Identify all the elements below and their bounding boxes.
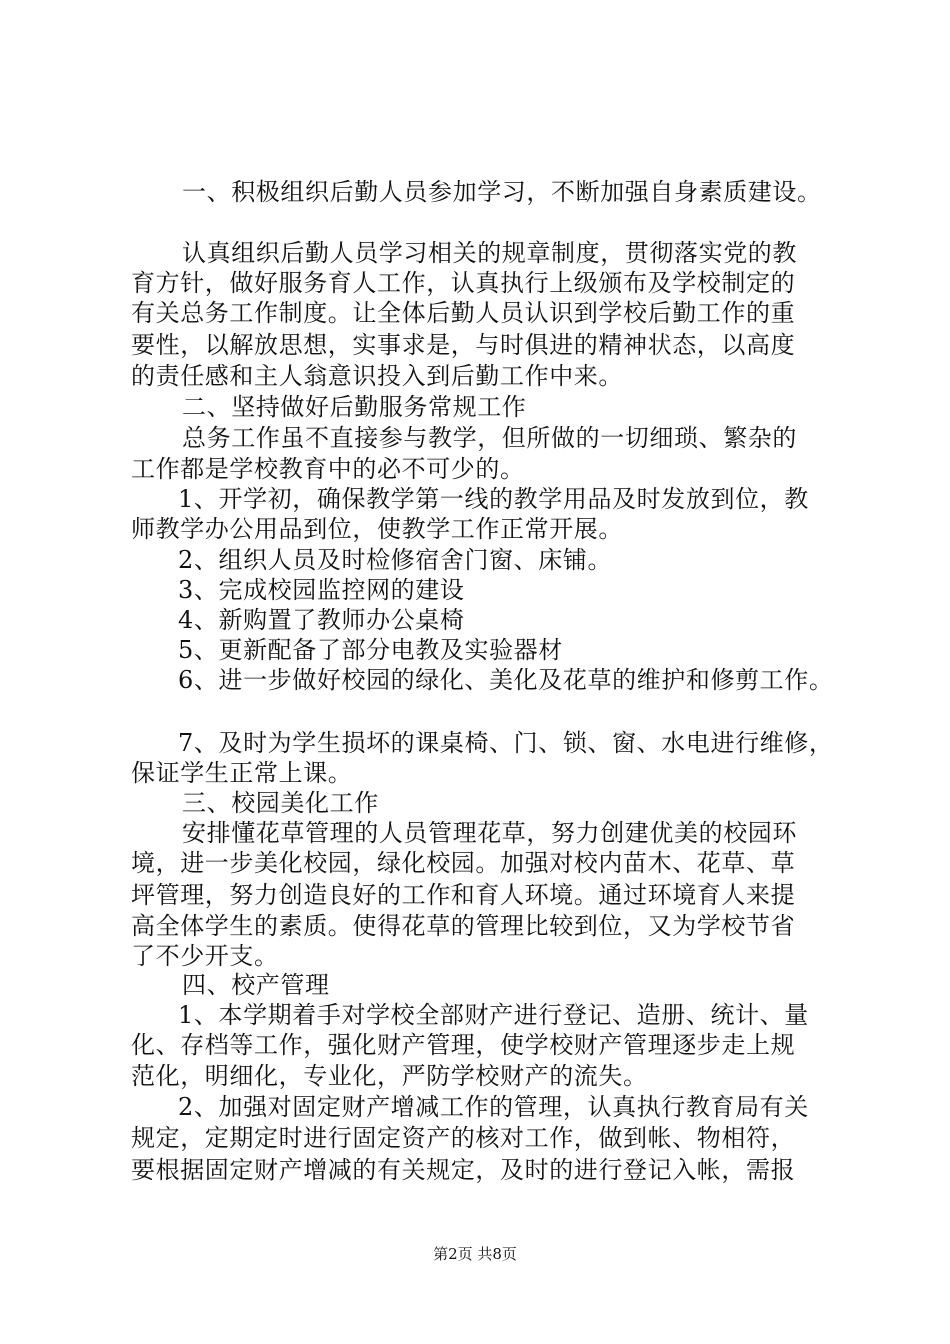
- section-heading-4: 四、校产管理: [182, 971, 330, 999]
- paragraph-line: 育方针，做好服务育人工作，认真执行上级颁布及学校制定的: [131, 269, 796, 297]
- paragraph-line: 保证学生正常上课。: [131, 759, 353, 787]
- paragraph-line: 要根据固定财产增减的有关规定，及时的进行登记入帐，需报: [131, 1156, 796, 1184]
- paragraph-line: 工作都是学校教育中的必不可少的。: [131, 455, 525, 483]
- section-heading-2: 二、坚持做好后勤服务常规工作: [182, 393, 527, 421]
- list-item: 7、及时为学生损坏的课桌椅、门、锁、窗、水电进行维修，: [178, 729, 834, 757]
- page-number-footer: 第2页 共8页: [433, 1245, 517, 1263]
- list-item: 2、组织人员及时检修宿舍门窗、床铺。: [178, 546, 613, 574]
- paragraph-line: 高全体学生的素质。使得花草的管理比较到位，又为学校节省: [131, 912, 796, 940]
- paragraph-line: 规定，定期定时进行固定资产的核对工作，做到帐、物相符，: [131, 1124, 796, 1152]
- paragraph-line: 有关总务工作制度。让全体后勤人员认识到学校后勤工作的重: [131, 299, 796, 327]
- paragraph-heading-1: 一、积极组织后勤人员参加学习，不断加强自身素质建设。: [182, 178, 822, 206]
- list-item: 6、进一步做好校园的绿化、美化及花草的维护和修剪工作。: [178, 666, 834, 694]
- paragraph-line: 坪管理，努力创造良好的工作和育人环境。通过环境育人来提: [131, 881, 796, 909]
- list-item: 2、加强对固定财产增减工作的管理，认真执行教育局有关: [178, 1093, 809, 1121]
- list-item: 1、本学期着手对学校全部财产进行登记、造册、统计、量: [178, 1001, 809, 1029]
- paragraph-line: 化、存档等工作，强化财产管理，使学校财产管理逐步走上规: [131, 1031, 796, 1059]
- paragraph-line: 要性，以解放思想，实事求是，与时俱进的精神状态，以高度: [131, 331, 796, 359]
- list-item: 4、新购置了教师办公桌椅: [178, 606, 465, 634]
- paragraph-line: 认真组织后勤人员学习相关的规章制度，贯彻落实党的教: [182, 239, 797, 267]
- paragraph-line: 范化，明细化，专业化，严防学校财产的流失。: [131, 1062, 648, 1090]
- paragraph-line: 总务工作虽不直接参与教学，但所做的一切细琐、繁杂的: [182, 424, 797, 452]
- paragraph-line: 师教学办公用品到位，使教学工作正常开展。: [131, 515, 623, 543]
- list-item: 5、更新配备了部分电教及实验器材: [178, 636, 563, 664]
- paragraph-line: 的责任感和主人翁意识投入到后勤工作中来。: [131, 362, 623, 390]
- section-heading-3: 三、校园美化工作: [182, 789, 379, 817]
- paragraph-line: 安排懂花草管理的人员管理花草，努力创建优美的校园环: [182, 819, 797, 847]
- paragraph-line: 境，进一步美化校园，绿化校园。加强对校内苗木、花草、草: [131, 849, 796, 877]
- list-item: 3、完成校园监控网的建设: [178, 576, 465, 604]
- paragraph-line: 了不少开支。: [131, 942, 279, 970]
- list-item: 1、开学初，确保教学第一线的教学用品及时发放到位，教: [178, 485, 809, 513]
